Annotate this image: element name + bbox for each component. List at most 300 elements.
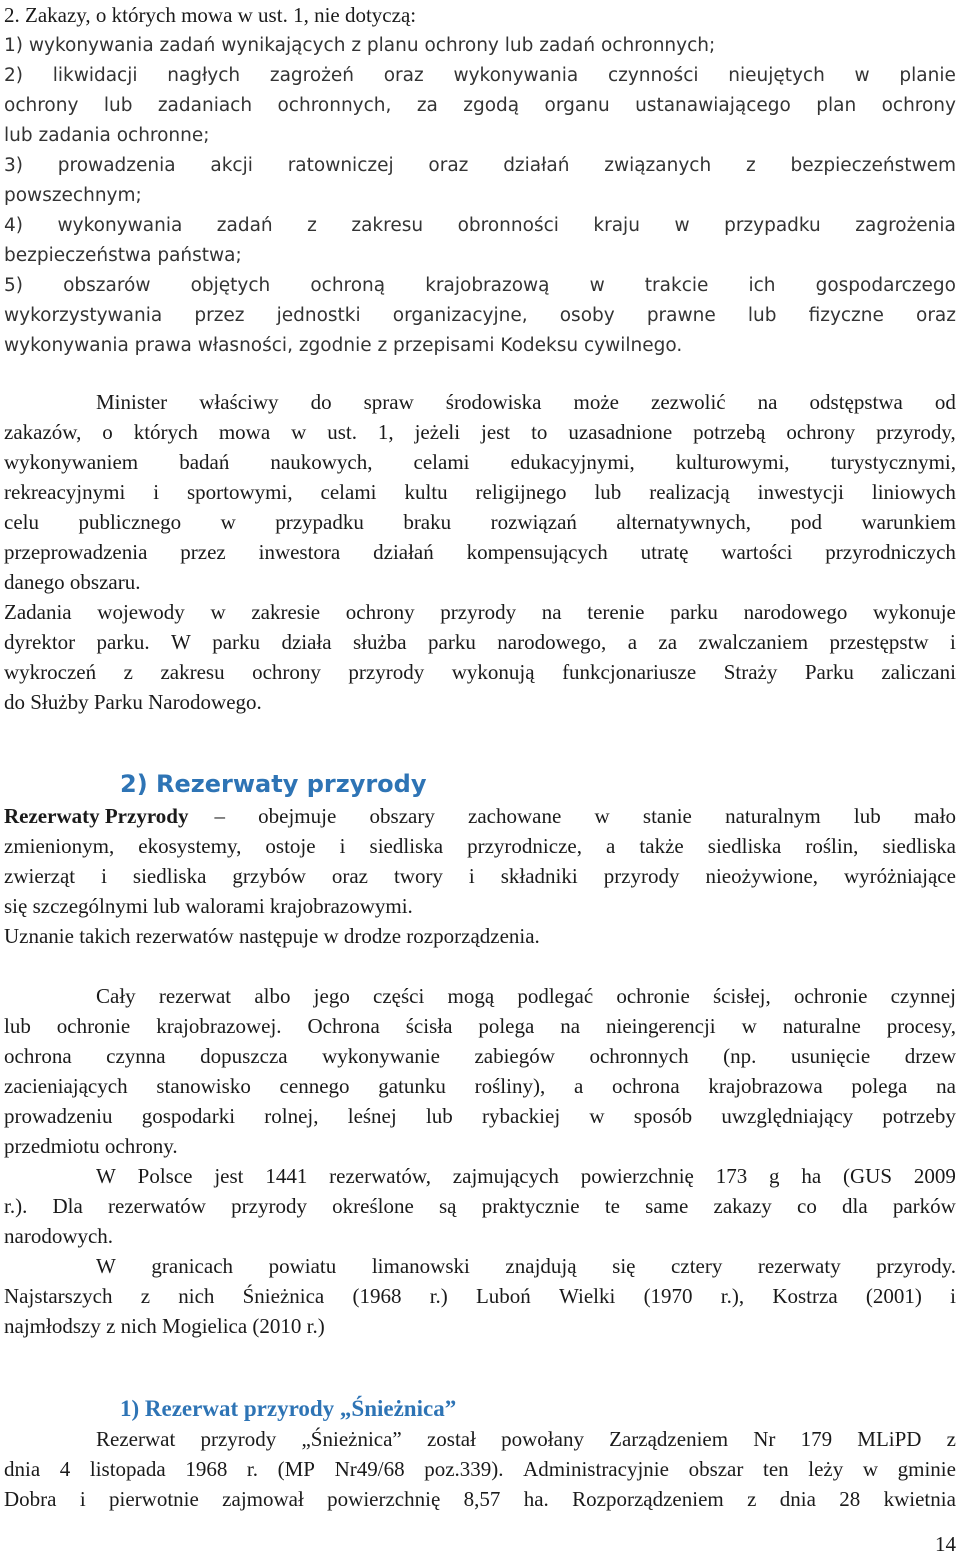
word: celu: [4, 510, 39, 534]
word: ochrony: [4, 95, 79, 116]
word: cztery: [671, 1254, 723, 1278]
word: lub: [747, 305, 777, 326]
word: sposób: [633, 1104, 693, 1128]
list-item-5: [4, 271, 956, 301]
word: usunięcie: [790, 1044, 871, 1068]
word: zezwolić: [651, 390, 726, 414]
word: i: [949, 630, 956, 654]
word: zwalczaniem: [698, 630, 809, 654]
snieznica-paragraph: [96, 1424, 956, 1454]
word: wykonuje: [873, 600, 956, 624]
word: organu: [544, 95, 610, 116]
word: i: [153, 480, 160, 504]
word: Dla: [52, 1194, 83, 1218]
word: ścisła: [405, 1014, 453, 1038]
word: 4): [4, 215, 23, 236]
word: Rezerwat: [96, 1427, 176, 1451]
word: za: [658, 630, 678, 654]
word: (1968: [352, 1284, 402, 1308]
word: badań: [179, 450, 230, 474]
minister-line-4: [4, 477, 956, 507]
word: nieingerencji: [606, 1014, 716, 1038]
word: krajobrazowej.: [156, 1014, 282, 1038]
word: parku: [428, 630, 476, 654]
word: podlegać: [517, 984, 594, 1008]
word: zmienionym,: [4, 834, 115, 858]
word: części: [373, 984, 425, 1008]
word: g: [769, 1164, 780, 1188]
word: cennego: [279, 1074, 350, 1098]
word: ochrony: [252, 660, 321, 684]
word: r.: [246, 1457, 259, 1481]
word: granicach: [151, 1254, 234, 1278]
word: siedliska: [369, 834, 444, 858]
word: oraz: [428, 155, 469, 176]
word: naturalnym: [725, 804, 821, 828]
word: jeżeli: [414, 420, 461, 444]
word: drzew: [904, 1044, 956, 1068]
word: siedliska: [707, 834, 782, 858]
word: powierzchnię: [327, 1487, 441, 1511]
word: w: [210, 600, 226, 624]
word: jego: [313, 984, 350, 1008]
word: terenie: [587, 600, 645, 624]
word: prowadzenia: [57, 155, 176, 176]
word: przyrody: [440, 600, 517, 624]
word: lub: [103, 95, 133, 116]
word: a: [573, 1074, 584, 1098]
word: znajdują: [505, 1254, 577, 1278]
word: zabiegów: [474, 1044, 555, 1068]
word: 1968: [185, 1457, 228, 1481]
word: może: [573, 390, 619, 414]
word: ochrony: [345, 600, 415, 624]
word: MLiPD: [857, 1427, 922, 1451]
word: powołany: [501, 1427, 584, 1451]
word: powierzchnię: [580, 1164, 694, 1188]
list-item-5-end: wykonywania prawa własności, zgodnie z przepisami Kodeksu cywilnego.: [4, 335, 683, 356]
word: lub: [853, 804, 881, 828]
word: sportowymi,: [187, 480, 293, 504]
word: przez: [194, 305, 245, 326]
word: same: [645, 1194, 689, 1218]
word: zachowane: [468, 804, 562, 828]
word: siedliska: [882, 834, 956, 858]
word: Nr49/68: [334, 1457, 405, 1481]
word: w: [291, 420, 307, 444]
word: gospodarki: [141, 1104, 236, 1128]
word: W: [96, 1254, 116, 1278]
protection-line-2: [4, 1011, 956, 1041]
definition-term: Rezerwaty Przyrody: [4, 804, 189, 828]
word: parku.: [96, 630, 150, 654]
word: ochronie: [616, 984, 690, 1008]
word: stanowisko: [156, 1074, 251, 1098]
word: r.): [429, 1284, 448, 1308]
word: zacieniających: [4, 1074, 128, 1098]
word: r.),: [720, 1284, 745, 1308]
word: działań: [503, 155, 570, 176]
word: Minister: [96, 390, 168, 414]
poland-line-2: [4, 1191, 956, 1221]
word: –: [214, 804, 225, 828]
word: w: [741, 1014, 757, 1038]
word: limanowski: [371, 1254, 470, 1278]
word: przestępstw: [829, 630, 929, 654]
word: 28: [839, 1487, 861, 1511]
word: ochrony: [786, 420, 856, 444]
word: utratę: [640, 540, 689, 564]
word: w: [594, 804, 610, 828]
word: zakresie: [251, 600, 321, 624]
word: Luboń: [475, 1284, 531, 1308]
protection-paragraph: [96, 981, 956, 1011]
word: parku: [670, 600, 718, 624]
word: służba: [352, 630, 407, 654]
word: ich: [748, 275, 776, 296]
word: funkcjonariusze: [562, 660, 697, 684]
word: liniowych: [871, 480, 956, 504]
word: z: [307, 215, 317, 236]
word: wykonują: [451, 660, 535, 684]
word: Kostrza: [772, 1284, 838, 1308]
word: od: [934, 390, 956, 414]
word: mogą: [447, 984, 495, 1008]
word: (MP: [277, 1457, 315, 1481]
word: na: [757, 390, 778, 414]
list-item-4: [4, 211, 956, 241]
word: rośliny),: [474, 1074, 546, 1098]
word: jednostki: [276, 305, 361, 326]
word: zajmował: [222, 1487, 304, 1511]
word: wykonywaniem: [4, 450, 139, 474]
word: się: [612, 1254, 636, 1278]
word: z: [140, 1284, 151, 1308]
word: „Śnieżnica”: [301, 1427, 402, 1451]
word: listopada: [89, 1457, 166, 1481]
minister-line-6: [4, 537, 956, 567]
word: roślin,: [805, 834, 859, 858]
word: Dobra: [4, 1487, 57, 1511]
word: likwidacji: [52, 65, 138, 86]
word: inwestora: [258, 540, 341, 564]
word: lub: [4, 1014, 31, 1038]
word: obszar: [688, 1457, 744, 1481]
word: ten: [762, 1457, 789, 1481]
word: w: [854, 65, 870, 86]
list-item-5-cont: [4, 301, 956, 331]
word: obronności: [457, 215, 559, 236]
word: oraz: [916, 305, 956, 326]
word: alternatywnych,: [616, 510, 752, 534]
word: zakazy: [713, 1194, 772, 1218]
word: przyrodniczych: [825, 540, 956, 564]
word: przyrody: [231, 1194, 307, 1218]
word: ustanawiającego: [635, 95, 791, 116]
word: grzybów: [232, 864, 306, 888]
word: działa: [281, 630, 332, 654]
word: Rozporządzeniem: [572, 1487, 724, 1511]
word: (np.: [723, 1044, 757, 1068]
word: parku: [212, 630, 261, 654]
word: wykonywania: [453, 65, 579, 86]
word: ostoje: [265, 834, 316, 858]
poland-paragraph: [96, 1161, 956, 1191]
word: rekreacyjnymi: [4, 480, 126, 504]
word: i: [79, 1487, 86, 1511]
word: inwestycji: [757, 480, 844, 504]
word: osoby: [559, 305, 615, 326]
word: związanych: [604, 155, 712, 176]
word: nieożywione,: [705, 864, 819, 888]
word: narodowego,: [497, 630, 607, 654]
list-item-3: [4, 151, 956, 181]
word: w: [862, 1457, 879, 1481]
word: ha: [801, 1164, 822, 1188]
word: właściwy: [199, 390, 279, 414]
word: te: [604, 1194, 620, 1218]
word: dopuszcza: [200, 1044, 288, 1068]
list-item-2: [4, 61, 956, 91]
word: w: [674, 215, 690, 236]
word: krajobrazowa: [708, 1074, 823, 1098]
word: Zadania: [4, 600, 72, 624]
limanowski-line-2: [4, 1281, 956, 1311]
minister-line-7: danego obszaru.: [4, 570, 141, 594]
word: do: [310, 390, 332, 414]
word: W: [171, 630, 191, 654]
word: rezerwatów: [108, 1194, 206, 1218]
section-heading-rezerwaty: 2) Rezerwaty przyrody: [120, 770, 427, 798]
word: zaliczani: [881, 660, 956, 684]
word: praktycznie: [481, 1194, 580, 1218]
word: Straży: [723, 660, 778, 684]
minister-paragraph: [96, 387, 956, 417]
word: i: [950, 1284, 956, 1308]
word: czynna: [106, 1044, 166, 1068]
word: przez: [180, 540, 226, 564]
protection-line-6: przedmiotu ochrony.: [4, 1134, 178, 1158]
list-item-3-end: powszechnym;: [4, 185, 142, 206]
list-item-2-end: lub zadania ochronne;: [4, 125, 210, 146]
word: określone: [332, 1194, 414, 1218]
word: dyrektor: [4, 630, 76, 654]
snieznica-line-3: [4, 1484, 956, 1514]
definition-line-2: [4, 831, 956, 861]
word: wykonywania: [57, 215, 183, 236]
word: potrzeby: [882, 1104, 956, 1128]
word: składniki: [500, 864, 578, 888]
word: lub: [594, 480, 622, 504]
word: przyrody: [348, 660, 425, 684]
word: w: [589, 275, 605, 296]
word: edukacyjnymi,: [510, 450, 635, 474]
list-item-1: 1) wykonywania zadań wynikających z planu ochrony lub zadań ochronnych;: [4, 35, 716, 56]
word: publicznego: [78, 510, 182, 534]
word: 2009: [913, 1164, 956, 1188]
word: a: [606, 834, 616, 858]
word: uwzględniający: [721, 1104, 854, 1128]
word: ha.: [523, 1487, 549, 1511]
word: prowadzeniu: [4, 1104, 113, 1128]
word: 179: [800, 1427, 833, 1451]
word: przyrody: [603, 864, 680, 888]
limanowski-paragraph: [96, 1251, 956, 1281]
word: 1441: [265, 1164, 308, 1188]
word: krajobrazową: [425, 275, 550, 296]
word: ochroną: [310, 275, 386, 296]
word: zgodą: [463, 95, 520, 116]
word: i: [339, 834, 346, 858]
word: procesy,: [886, 1014, 956, 1038]
word: zakazów,: [4, 420, 82, 444]
word: oraz: [331, 864, 368, 888]
wojewoda-line-4: do Służby Parku Narodowego.: [4, 690, 262, 714]
word: celami: [413, 450, 470, 474]
word: celami: [320, 480, 377, 504]
word: ochronie: [793, 984, 868, 1008]
word: jest: [480, 420, 511, 444]
protection-line-5: [4, 1101, 956, 1131]
word: mowa: [218, 420, 271, 444]
word: twory: [393, 864, 443, 888]
word: nagłych: [167, 65, 241, 86]
word: Wielki: [559, 1284, 616, 1308]
word: wykonywanie: [322, 1044, 440, 1068]
word: 8,57: [463, 1487, 501, 1511]
word: rybackiej: [482, 1104, 561, 1128]
word: ekosystemy,: [138, 834, 242, 858]
word: na: [541, 600, 562, 624]
word: Cały: [96, 984, 136, 1008]
word: warunkiem: [861, 510, 956, 534]
word: ochrona: [612, 1074, 680, 1098]
word: trakcie: [644, 275, 709, 296]
list-intro: 2. Zakazy, o których mowa w ust. 1, nie dotyczą:: [4, 3, 417, 27]
word: zwierząt: [4, 864, 76, 888]
word: ust.: [327, 420, 357, 444]
word: Administracyjnie: [523, 1457, 669, 1481]
word: zajmujących: [452, 1164, 559, 1188]
word: czynności: [607, 65, 699, 86]
definition-rest: [214, 801, 956, 831]
uznanie-line: Uznanie takich rezerwatów następuje w drodze rozporządzenia.: [4, 924, 540, 948]
word: polega: [478, 1014, 535, 1038]
poland-line-3: narodowych.: [4, 1224, 114, 1248]
word: i: [101, 864, 107, 888]
word: z: [745, 155, 756, 176]
word: albo: [254, 984, 291, 1008]
wojewoda-paragraph: [4, 597, 956, 627]
minister-line-2: [4, 417, 956, 447]
word: wojewody: [97, 600, 185, 624]
word: przypadku: [724, 215, 821, 236]
word: nieujętych: [728, 65, 825, 86]
word: to: [531, 420, 548, 444]
word: nich: [178, 1284, 215, 1308]
word: środowiska: [445, 390, 542, 414]
word: Najstarszych: [4, 1284, 113, 1308]
word: (GUS: [843, 1164, 893, 1188]
word: ochronnych: [589, 1044, 689, 1068]
word: 5): [4, 275, 23, 296]
word: turystycznymi,: [830, 450, 956, 474]
snieznica-line-2: [4, 1454, 956, 1484]
word: leśnej: [347, 1104, 397, 1128]
word: rezerwaty: [757, 1254, 841, 1278]
word: uzasadnione: [568, 420, 673, 444]
section-heading-snieznica: 1) Rezerwat przyrody „Śnieżnica”: [120, 1396, 457, 1421]
word: obszarów: [63, 275, 151, 296]
word: w: [220, 510, 236, 534]
word: odstępstwa: [809, 390, 903, 414]
word: rezerwatów,: [329, 1164, 431, 1188]
word: dnia: [4, 1457, 41, 1481]
word: r.).: [4, 1194, 28, 1218]
word: parków: [892, 1194, 956, 1218]
word: zakresu: [351, 215, 424, 236]
word: prawne: [646, 305, 716, 326]
word: 4: [59, 1457, 71, 1481]
word: w: [589, 1104, 605, 1128]
protection-line-4: [4, 1071, 956, 1101]
word: Parku: [804, 660, 854, 684]
word: działań: [373, 540, 434, 564]
word: oraz: [383, 65, 424, 86]
list-item-2-cont: [4, 91, 956, 121]
word: siedliska: [132, 864, 207, 888]
word: rozwiązań: [490, 510, 577, 534]
word: kulturowymi,: [675, 450, 790, 474]
word: objętych: [190, 275, 271, 296]
word: obejmuje: [258, 804, 337, 828]
word: akcji: [210, 155, 253, 176]
word: realizacją: [649, 480, 730, 504]
word: których: [133, 420, 198, 444]
word: zagrożeń: [269, 65, 355, 86]
word: pod: [790, 510, 823, 534]
word: mało: [913, 804, 956, 828]
word: powiatu: [268, 1254, 337, 1278]
word: także: [639, 834, 684, 858]
definition-line-4: się szczególnymi lub walorami krajobrazowymi.: [4, 894, 413, 918]
word: gospodarczego: [815, 275, 956, 296]
word: na: [936, 1074, 956, 1098]
word: z: [946, 1427, 956, 1451]
word: 3): [4, 155, 23, 176]
word: organizacyjne,: [392, 305, 528, 326]
word: leży: [808, 1457, 844, 1481]
word: przypadku: [275, 510, 364, 534]
word: przeprowadzenia: [4, 540, 148, 564]
word: poz.339).: [424, 1457, 504, 1481]
word: obszary: [369, 804, 435, 828]
word: zagrożenia: [855, 215, 956, 236]
word: spraw: [363, 390, 414, 414]
word: bezpieczeństwem: [790, 155, 956, 176]
word: wartości: [721, 540, 793, 564]
word: 2): [4, 65, 23, 86]
word: z: [123, 660, 133, 684]
word: Polsce: [137, 1164, 193, 1188]
protection-line-3: [4, 1041, 956, 1071]
word: lub: [425, 1104, 453, 1128]
list-item-4-end: bezpieczeństwa państwa;: [4, 245, 242, 266]
word: dnia: [779, 1487, 816, 1511]
word: ochrony: [881, 95, 956, 116]
word: przyrody.: [876, 1254, 956, 1278]
word: zadaniach: [157, 95, 253, 116]
